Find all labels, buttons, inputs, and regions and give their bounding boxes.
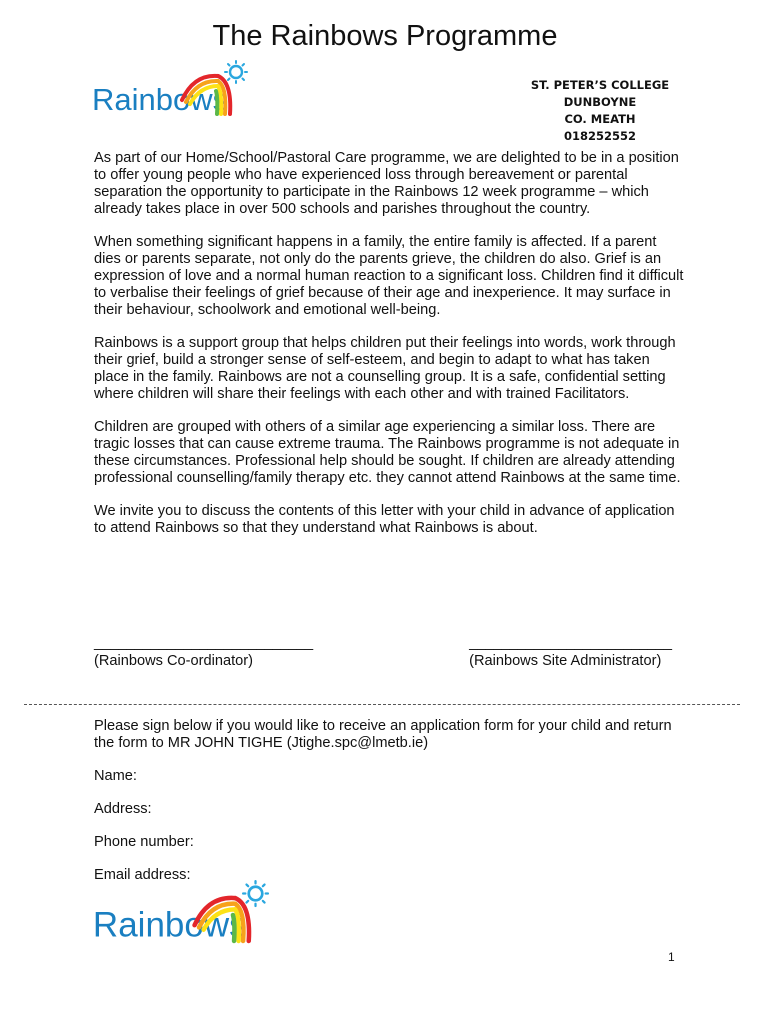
form-intro: Please sign below if you would like to receive an application form for your child and return the form to MR JOHN TIGHE (Jtighe.spc@lmetb.ie) <box>94 718 672 751</box>
site-administrator-signature <box>469 634 672 670</box>
application-request-form <box>94 718 684 900</box>
paragraph: When something significant happens in a family, the entire family is affected. If a parent dies or parents separate, not only do the parents grieve, the children do also. Grief is an expression of love and a normal human reaction to a significant loss. Children find it difficult to verbalise their feelings of grief because of their age and inexperience. It may surface in their behaviour, schoolwork and emotional well-being. <box>94 234 684 318</box>
paragraph: We invite you to discuss the contents of this letter with your child in advance of application to attend Rainbows so that they understand what Rainbows is about. <box>94 503 675 536</box>
coordinator-signature <box>94 634 313 670</box>
address-field[interactable]: Address: <box>94 801 152 817</box>
sun-icon <box>243 881 268 906</box>
cut-here-divider <box>24 704 740 705</box>
address-line: DUNBOYNE <box>563 95 637 109</box>
phone-number: 018252552 <box>563 129 636 143</box>
sun-icon <box>225 61 247 83</box>
letter-body <box>94 150 684 553</box>
signature-line: ___________________________ <box>94 635 314 651</box>
logo-wordmark: Rainbows <box>92 82 229 117</box>
rainbows-logo <box>90 60 250 122</box>
paragraph: Rainbows is a support group that helps children put their feelings into words, work through their grief, build a stronger sense of self-esteem, and begin to adapt to what has taken place in the family. Rainbows are not a counselling group. It is a safe, confidential setting where children will share their feelings with each other and with trained Facilitators. <box>94 335 676 402</box>
school-address <box>520 77 680 145</box>
logo-wordmark: Rainbows <box>92 905 247 945</box>
paragraph: As part of our Home/School/Pastoral Care programme, we are delighted to be in a position to offer young people who have experienced loss through bereavement or parental separation the opportunity to participate in the Rainbows 12 week programme – which already takes place in over 500 schools and parishes throughout the country. <box>94 150 679 217</box>
address-line: CO. MEATH <box>564 112 636 126</box>
paragraph: Children are grouped with others of a similar age experiencing a similar loss. There are tragic losses that can cause extreme trauma. The Rainbows programme is not adequate in these circumstances. Professional help should be sought. If children are already attending professional counselling/family therapy etc. they cannot attend Rainbows at the same time. <box>94 419 681 486</box>
signature-label: (Rainbows Co-ordinator) <box>94 653 253 669</box>
address-line: ST. PETER’S COLLEGE <box>530 78 670 92</box>
name-field[interactable]: Name: <box>94 768 137 784</box>
rainbows-logo-graphic <box>90 880 272 950</box>
rainbows-logo-graphic <box>90 60 250 122</box>
page-title: The Rainbows Programme <box>212 20 558 52</box>
signature-label: (Rainbows Site Administrator) <box>469 653 662 669</box>
rainbows-logo <box>90 880 272 950</box>
signature-line: _________________________ <box>469 635 672 651</box>
phone-number-field[interactable]: Phone number: <box>94 834 194 850</box>
page-number: 1 <box>668 950 675 964</box>
email-address-field[interactable]: Email address: <box>94 867 191 883</box>
